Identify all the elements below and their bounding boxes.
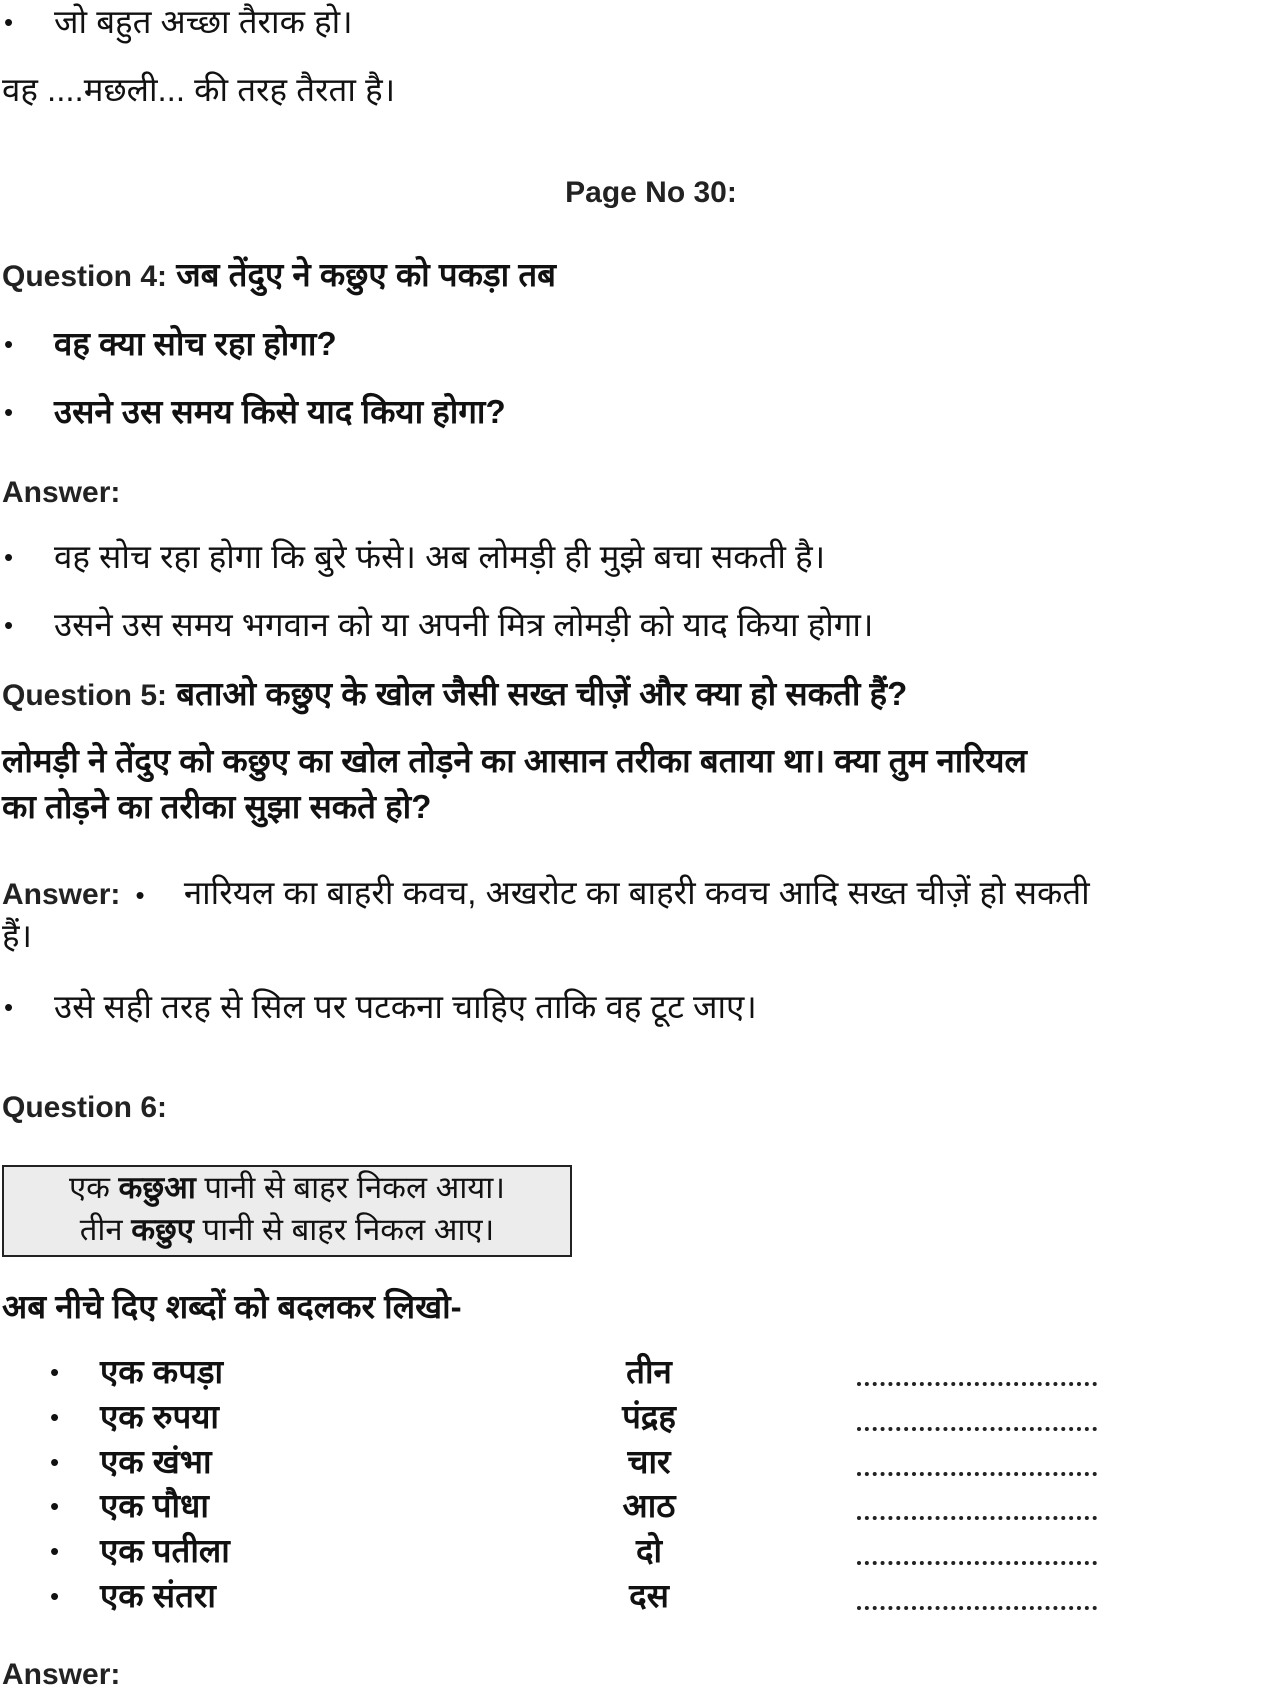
bullet: • [4,992,14,1022]
bullet: • [50,1402,60,1432]
bullet: • [50,1491,60,1521]
text: एक [68,1170,119,1205]
bullet: • [50,1536,60,1566]
answer-blank[interactable] [857,1382,1097,1386]
bullet: • [4,329,14,359]
word-item: एक रुपया [100,1398,219,1435]
word-item: एक कपड़ा [100,1353,224,1390]
question-4-answer-1: वह सोच रहा होगा कि बुरे फंसे। अब लोमड़ी ही मुझे बचा सकती है। [54,538,826,575]
question-4-answer-2: उसने उस समय भगवान को या अपनी मित्र लोमड़ी को याद किया होगा। [54,606,874,643]
question-6-instruction: अब नीचे दिए शब्दों को बदलकर लिखो- [2,1288,462,1325]
question-5-text: बताओ कछुए के खोल जैसी सख्त चीज़ें और क्या हो सकती हैं? [176,675,908,712]
question-4-text: जब तेंदुए ने कछुए को पकड़ा तब [176,256,556,293]
intro-line-2: वह ....मछली... की तरह तैरता है। [2,71,396,108]
word-item: एक पतीला [100,1532,230,1569]
question-5-answer-1-line1: नारियल का बाहरी कवच, अखरोट का बाहरी कवच आदि सख्त चीज़ें हो सकती [183,874,1090,911]
example-line-2 [4,1209,570,1251]
bullet: • [4,542,14,572]
word-item: एक संतरा [100,1577,216,1614]
word-item: एक पौधा [100,1487,209,1524]
question-6-label: Question 6: [2,1091,168,1124]
example-box [2,1165,572,1257]
bullet: • [4,610,14,640]
text: पानी से बाहर निकल आए। [193,1212,495,1247]
bullet: • [4,397,14,427]
number-item: पंद्रह [622,1398,676,1435]
number-item: तीन [626,1353,672,1390]
bullet: • [135,880,145,910]
number-item: आठ [622,1487,676,1524]
bullet: • [50,1357,60,1387]
question-5-answer-1-line2: हैं। [2,917,33,954]
answer-blank[interactable] [857,1561,1097,1565]
number-item: चार [627,1443,671,1480]
question-5-answer-1 [2,873,1090,915]
highlight-word: कछुआ [118,1170,196,1205]
answer-label: Answer: [2,476,121,509]
question-5-answer-2: उसे सही तरह से सिल पर पटकना चाहिए ताकि वह टूट जाए। [54,988,757,1025]
page-heading: Page No 30: [565,176,737,209]
highlight-word: कछुए [131,1212,194,1247]
number-item: दो [635,1532,663,1569]
answer-blank[interactable] [857,1606,1097,1610]
answer-blank[interactable] [857,1427,1097,1431]
text: तीन [79,1212,132,1247]
answer-label: Answer: [2,1658,121,1691]
word-item: एक खंभा [100,1443,212,1480]
question-4-label: Question 4: [2,260,168,293]
text: पानी से बाहर निकल आया। [195,1170,506,1205]
question-5-label: Question 5: [2,679,168,712]
question-5-text2-line1: लोमड़ी ने तेंदुए को कछुए का खोल तोड़ने का आसान तरीका बताया था। क्या तुम नारियल [2,742,1027,779]
question-4-item-1: वह क्या सोच रहा होगा? [54,325,337,362]
example-line-1 [4,1167,570,1209]
answer-label: Answer: [2,878,121,911]
bullet: • [50,1581,60,1611]
intro-line-1: जो बहुत अच्छा तैराक हो। [54,3,353,40]
bullet: • [4,7,14,37]
answer-blank[interactable] [857,1516,1097,1520]
bullet: • [50,1447,60,1477]
question-5 [2,674,907,716]
question-5-text2-line2: का तोड़ने का तरीका सुझा सकते हो? [2,788,432,825]
number-item: दस [629,1577,669,1614]
answer-blank[interactable] [857,1472,1097,1476]
question-4-item-2: उसने उस समय किसे याद किया होगा? [54,393,506,430]
question-4 [2,255,556,297]
